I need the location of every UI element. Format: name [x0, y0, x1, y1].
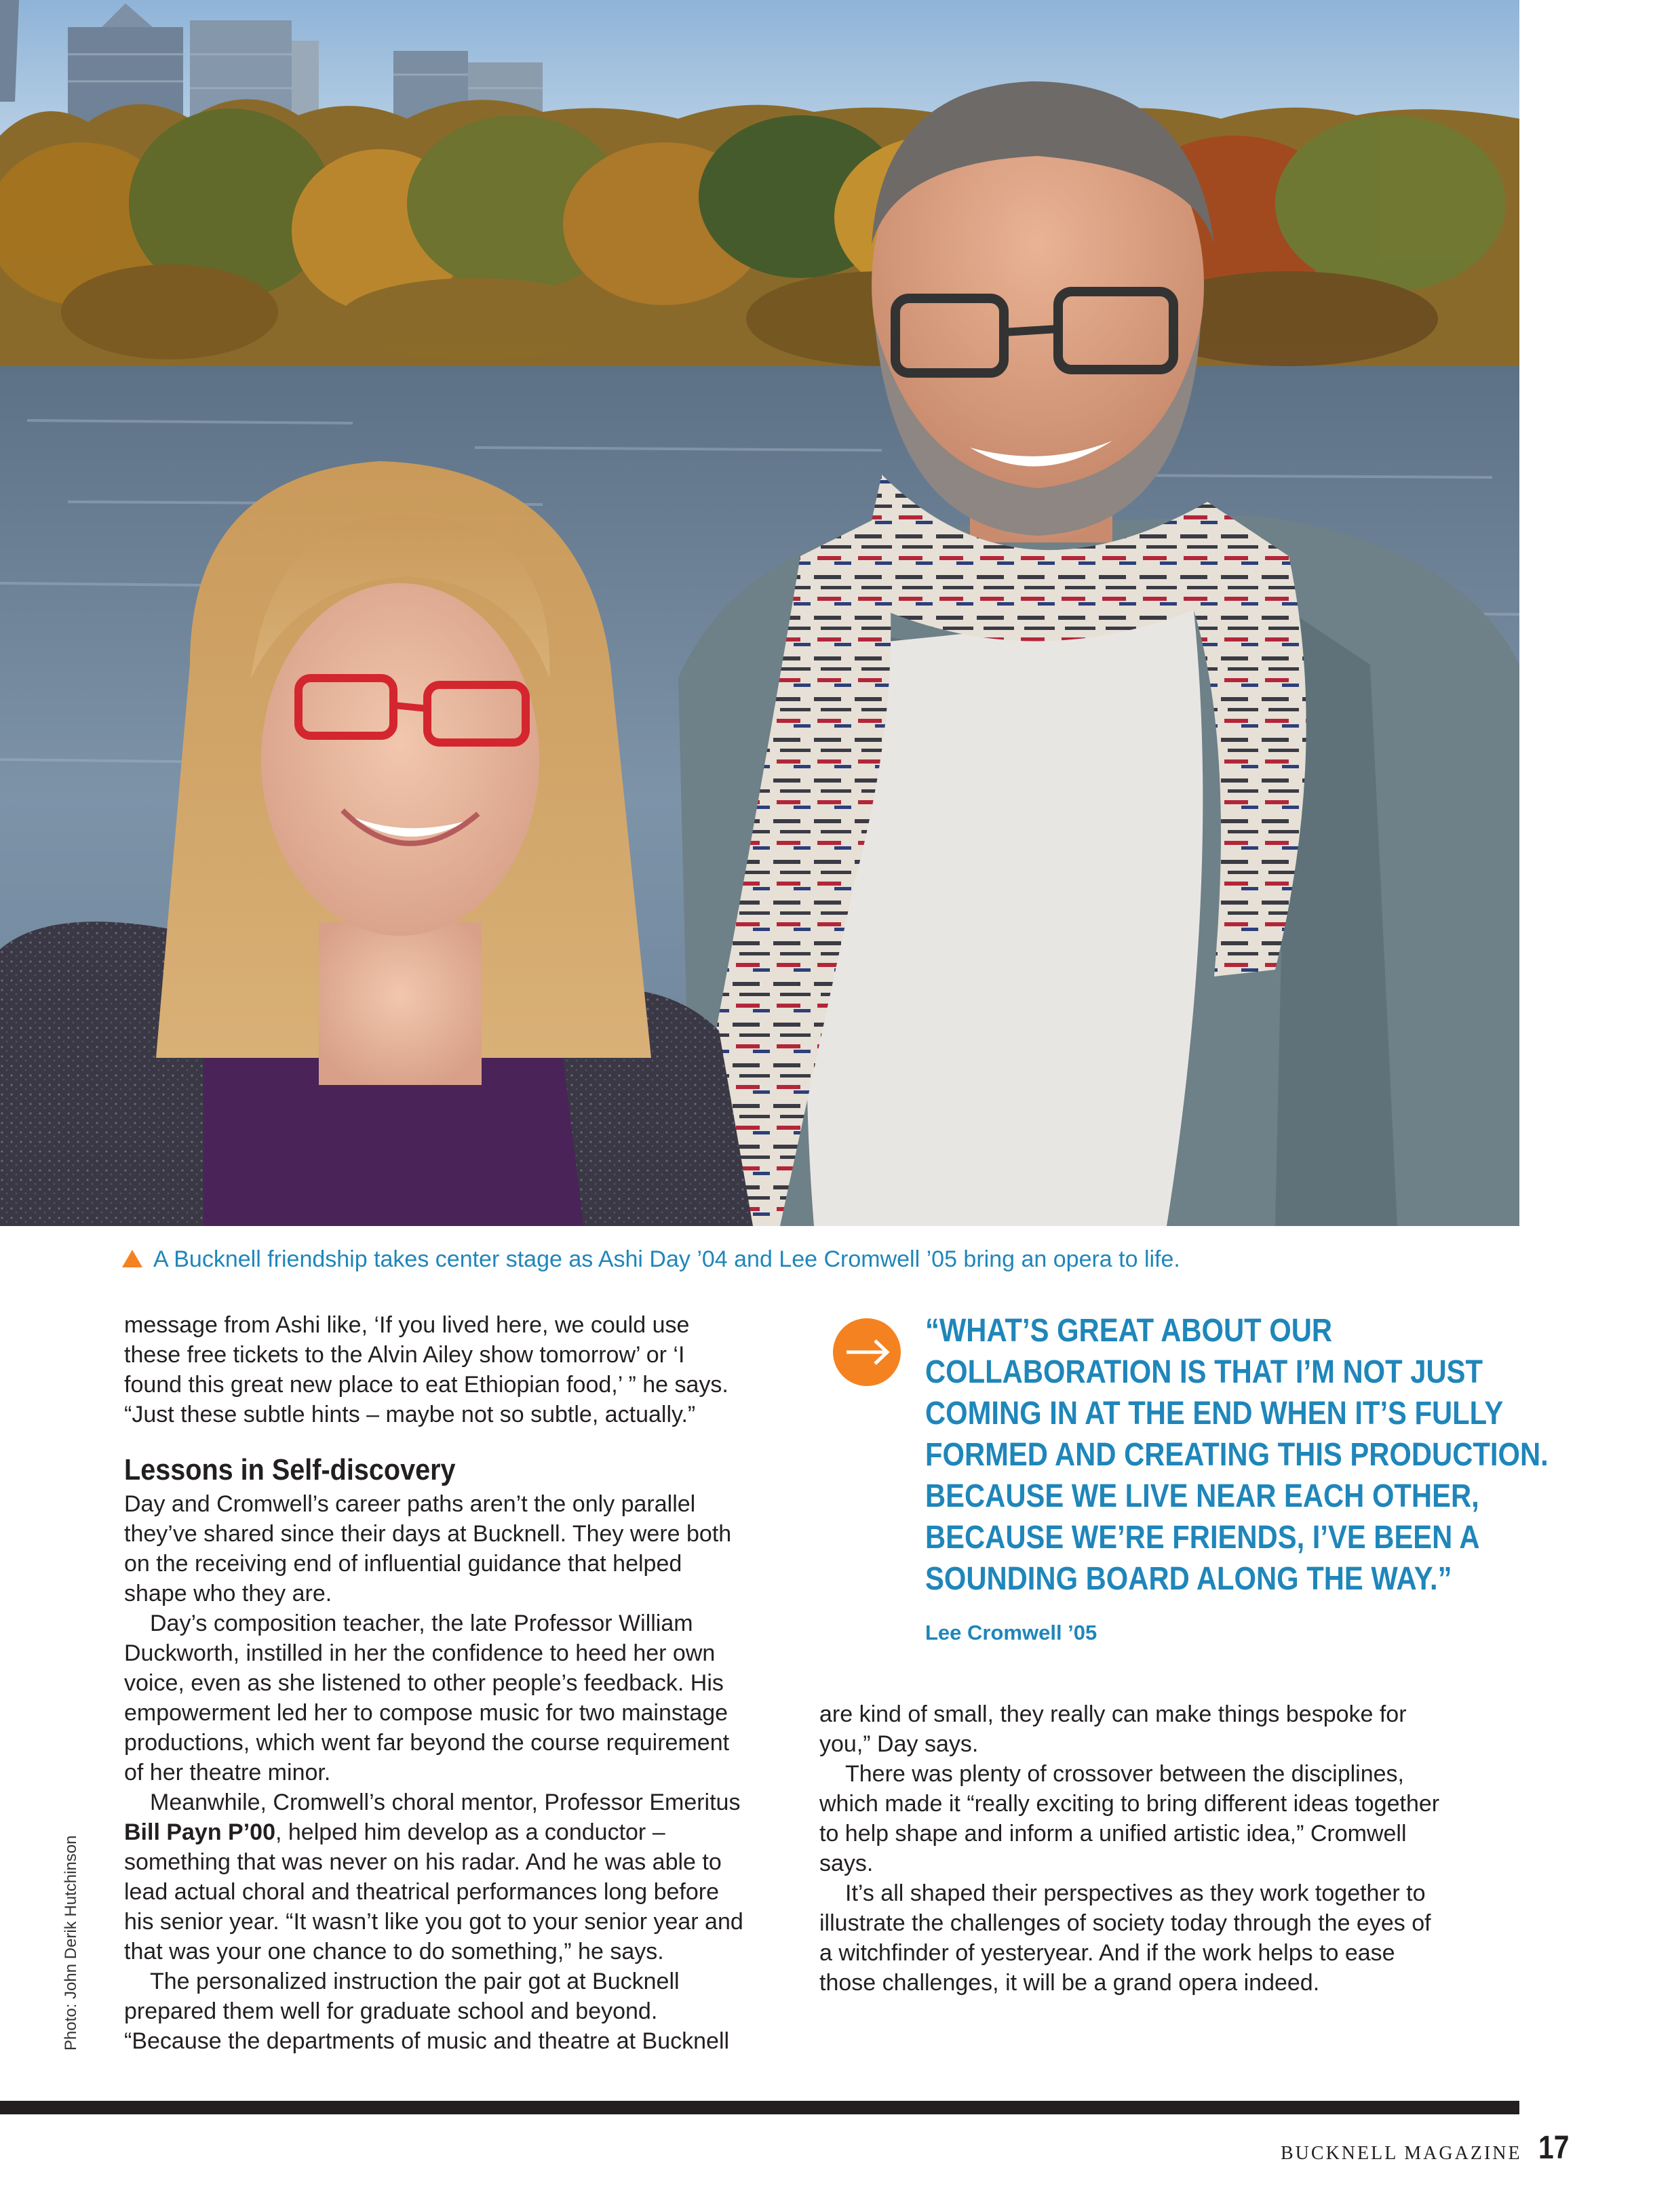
pull-quote: [925, 1310, 1549, 1600]
photo-caption: [122, 1242, 1465, 1276]
caption-triangle-icon: [122, 1250, 142, 1267]
body-paragraph: Day and Cromwell’s career paths aren’t the only parallel they’ve shared since their days at Bucknell. They were both on the receiving end of influential guidance that helped shape who they are.: [124, 1491, 732, 1606]
body-paragraph: The personalized instruction the pair got at Bucknell prepared them well for graduate school and beyond. “Because the departments of music and theatre at Bucknell: [124, 1969, 730, 2054]
body-text: , helped him develop as a conductor – something that was never on his radar. And he was able to lead actual choral and theatrical performances long before his senior year. “It wasn’t like you got to your senior year and that was your one chance to do something,” he says.: [124, 1819, 743, 1964]
magazine-name: BUCKNELL MAGAZINE: [1281, 2143, 1522, 2164]
footer-rule: [0, 2101, 1519, 2114]
caption-text: A Bucknell friendship takes center stage as Ashi Day ’04 and Lee Cromwell ’05 bring an opera to life.: [153, 1246, 1180, 1272]
section-subhead: Lessons in Self-discovery: [124, 1453, 456, 1486]
pull-quote-line: “WHAT’S GREAT ABOUT OUR: [925, 1313, 1333, 1349]
pull-quote-line: FORMED AND CREATING THIS PRODUCTION.: [925, 1437, 1549, 1473]
left-column-bottom: [124, 1489, 748, 2056]
body-text: Meanwhile, Cromwell’s choral mentor, Professor Emeritus: [150, 1790, 741, 1815]
left-column-top: [124, 1310, 748, 1429]
pull-quote-attribution: Lee Cromwell ’05: [925, 1621, 1097, 1644]
body-paragraph: There was plenty of crossover between the disciplines, which made it “really exciting to bring different ideas together to help shape and inform a unified artistic idea,” Cromwell says.: [819, 1761, 1440, 1876]
arrow-right-icon: [833, 1318, 901, 1386]
body-paragraph: It’s all shaped their perspectives as they work together to illustrate the challenges of society today through the eyes of a witchfinder of yesteryear. And if the work helps to ease those challenges, it will be a grand opera indeed.: [819, 1880, 1431, 1996]
bold-name: Bill Payn P’00: [124, 1819, 275, 1845]
body-paragraph: Day’s composition teacher, the late Professor William Duckworth, instilled in her the confidence to heed her own voice, even as she listened to other people’s feedback. His empowerment led her to compose music for two mainstage productions, which went far beyond the course requirement of her theatre minor.: [124, 1611, 730, 1785]
body-paragraph: [124, 1788, 748, 1967]
photo-credit: Photo: John Derik Hutchinson: [62, 1835, 80, 2051]
body-paragraph: message from Ashi like, ‘If you lived here, we could use these free tickets to the Alvin Ailey show tomorrow’ or ‘I found this great new place to eat Ethiopian food,’ ” he says. “Just these subtle hints – maybe not so subtle, actually.”: [124, 1312, 728, 1427]
pull-quote-line: BECAUSE WE LIVE NEAR EACH OTHER,: [925, 1478, 1479, 1514]
pull-quote-line: SOUNDING BOARD ALONG THE WAY.”: [925, 1561, 1452, 1597]
pull-quote-line: COMING IN AT THE END WHEN IT’S FULLY: [925, 1396, 1504, 1431]
right-column: [819, 1699, 1443, 1998]
body-paragraph: are kind of small, they really can make things bespoke for you,” Day says.: [819, 1701, 1407, 1757]
pull-quote-line: COLLABORATION IS THAT I’M NOT JUST: [925, 1354, 1483, 1390]
page-number: 17: [1538, 2130, 1570, 2166]
pull-quote-line: BECAUSE WE’RE FRIENDS, I’VE BEEN A: [925, 1520, 1480, 1556]
